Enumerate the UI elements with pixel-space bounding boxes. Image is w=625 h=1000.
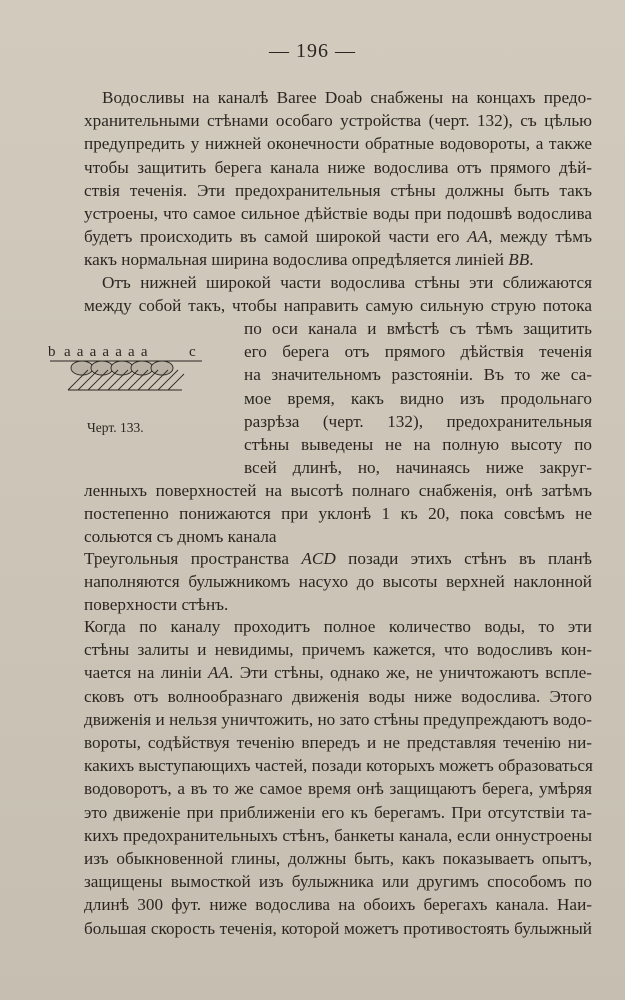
text-line: какихъ выступающихъ частей, позади которыхъ можетъ образоваться [84, 756, 593, 776]
text-line: ленныхъ поверхностей на высотѣ полнаго снабженія, онѣ затѣмъ [84, 481, 592, 500]
text-line: защищены вымосткой изъ булыжника или другимъ способомъ по [84, 872, 592, 892]
figure-label-b: b [48, 344, 56, 360]
text-line: на значительномъ разстояніи. Въ то же са- [244, 365, 592, 385]
figure-caption: Черт. 133. [87, 420, 144, 435]
text-line: по оси канала и вмѣстѣ съ тѣмъ защитить [244, 319, 592, 338]
text-line: наполняются булыжникомъ насухо до высоты верхней наклонной [84, 572, 592, 592]
paragraph-3 [84, 547, 592, 617]
text-line: устроены, что самое сильное дѣйствіе воды при подошвѣ водослива [84, 204, 592, 224]
text-line: движенія и нельзя уничтожить, но зато стѣны предупреждаютъ водо- [84, 709, 592, 729]
paragraph-2-end [84, 479, 592, 549]
figure-label-a: a a a a a a a [64, 344, 149, 360]
text-line: между собой такъ, чтобы направить самую сильную струю потока [84, 296, 592, 316]
text-line: хранительными стѣнами особаго устройства (черт. 132), съ цѣлью [84, 111, 592, 131]
paragraph-4 [84, 615, 592, 940]
text-line: Треугольныя пространства ACD позади этихъ стѣнъ въ планѣ [84, 549, 592, 568]
text-line: большая скорость теченія, которой можетъ противостоять булыжный [84, 918, 592, 938]
text-line: Отъ нижней широкой части водослива стѣны эти сближаются [102, 273, 592, 292]
text-line: всей длинѣ, но, начинаясь ниже закруг- [244, 458, 592, 478]
text-line: длинѣ 300 фут. ниже водослива на обоихъ берегахъ канала. Наи- [84, 895, 592, 915]
text-line: разрѣза (черт. 132), предохранительныя [244, 411, 592, 431]
text-line: стѣны залиты и невидимы, причемъ кажется, что водосливъ кон- [84, 640, 592, 660]
text-line: мое время, какъ видно изъ продольнаго [244, 388, 592, 408]
text-line: это движеніе при приближеніи его къ берегамъ. При отсутствіи та- [84, 802, 592, 822]
text-line: чтобы защитить берега канала ниже водослива отъ прямого дѣй- [84, 157, 592, 177]
text-line: чается на линіи AA. Эти стѣны, однако же, не уничтожаютъ вспле- [84, 663, 592, 683]
paragraph-1 [84, 86, 592, 272]
text-line: Когда по каналу проходитъ полное количество воды, то эти [84, 617, 592, 636]
figure-cobble-row [71, 361, 173, 375]
text-line: предупредить у нижней оконечности обратные водовороты, а также [84, 134, 592, 154]
text-line: стѣны выведены не на полную высоту по [244, 435, 592, 455]
text-line: водоворотъ, а въ то же самое время онѣ защищаютъ берега, умѣряя [84, 779, 592, 799]
text-line: кихъ предохранительныхъ стѣнъ, банкеты канала, если оннустроены [84, 825, 592, 845]
text-line: его берега отъ прямого дѣйствія теченія [244, 342, 592, 362]
text-line: будетъ происходить въ самой широкой части его AA, между тѣмъ [84, 227, 592, 247]
text-line: изъ обыкновенной глины, должны быть, какъ показываетъ опытъ, [84, 849, 592, 869]
paragraph-2-start [84, 271, 592, 317]
text-line: сольются съ дномъ канала [84, 527, 277, 547]
figure-label-c: c [189, 344, 196, 360]
page-number: — 196 — [269, 40, 356, 62]
text-line: сковъ отъ волнообразнаго движенія воды ниже водослива. Этого [84, 686, 592, 706]
text-line: Водосливы на каналѣ Baree Doab снабжены на концахъ предо- [102, 88, 592, 107]
text-line: поверхности стѣнъ. [84, 595, 229, 615]
text-line: постепенно понижаются при уклонѣ 1 къ 20, пока совсѣмъ не [84, 504, 592, 524]
text-line: какъ нормальная ширина водослива опредѣляется линіей BB. [84, 250, 534, 270]
text-line: ствія теченія. Эти предохранительныя стѣны должны быть такъ [84, 180, 592, 200]
figure-133-drawing [50, 340, 210, 420]
text-line: вороты, содѣйствуя теченію впередъ и не представляя теченію ни- [84, 733, 592, 753]
